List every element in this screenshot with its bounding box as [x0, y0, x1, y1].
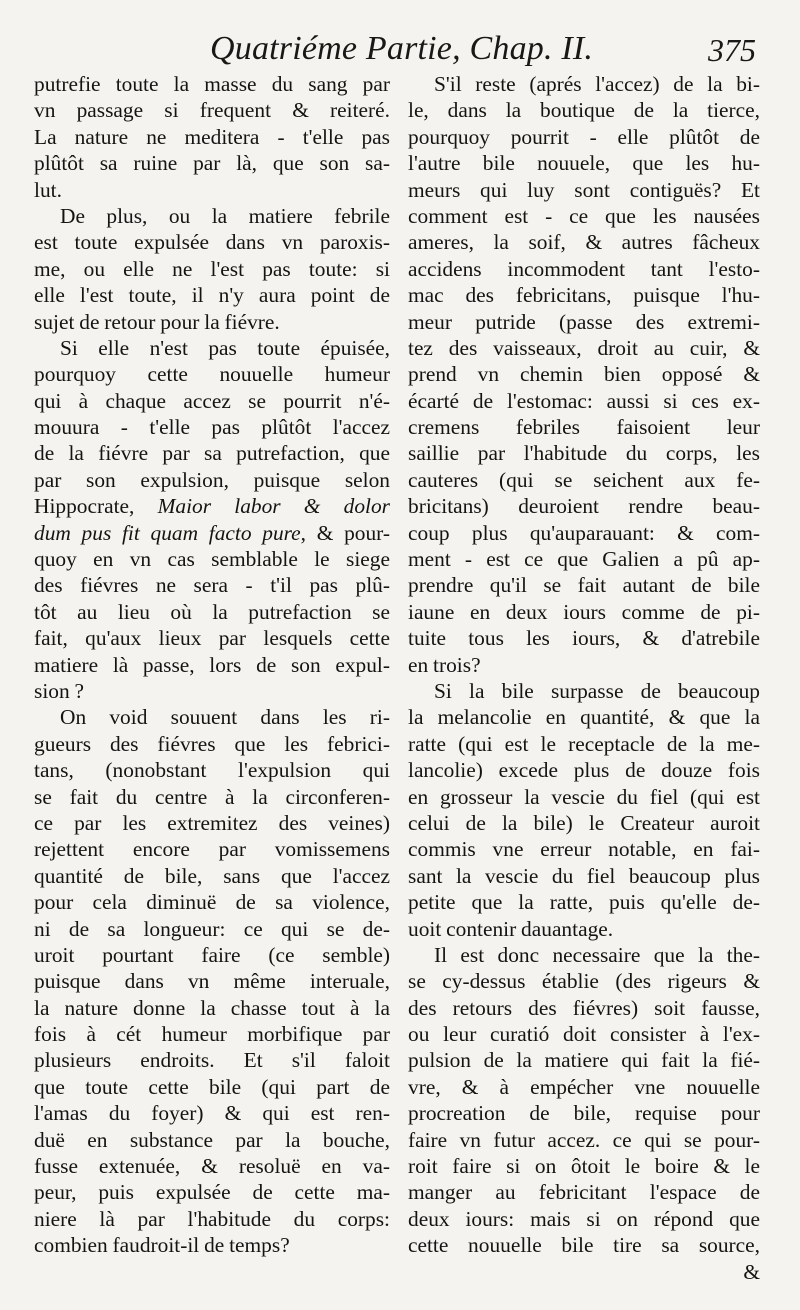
text-line: plûtôt sa ruine par là, que son sa- [34, 151, 390, 176]
text-line: La nature ne meditera - t'elle pas [34, 124, 390, 149]
text-line: rejettent encore par vomissemens [34, 837, 390, 862]
text-line: tez des vaisseaux, droit au cuir, & [408, 335, 760, 360]
text-line: matiere là passe, lors de son expul- [34, 652, 390, 677]
running-head: Quatriéme Partie, Chap. II. [210, 30, 594, 67]
text-line: prendre qu'il se fait autant de bile [408, 573, 760, 598]
text-line: petite que la ratte, puis qu'elle de- [408, 890, 760, 915]
text-line: pour cela diminuë de sa violence, [34, 890, 390, 915]
text-line: roit faire si on ôtoit le boire & le [408, 1154, 760, 1179]
text-line: combien faudroit-il de temps? [34, 1233, 290, 1258]
text-line: deux iours: mais si on répond que [408, 1206, 760, 1231]
text-line: meurs qui luy sont contiguës? Et [408, 177, 760, 202]
text-line: cremens febriles faisoient leur [408, 415, 760, 440]
text-line: ce par les extremitez des veines) [34, 810, 390, 835]
text-line: tuite tous les iours, & d'atrebile [408, 626, 760, 651]
text-line: écarté de l'estomac: aussi si ces ex- [408, 388, 760, 413]
text-line: plusieurs endroits. Et s'il faloit [34, 1048, 390, 1073]
text-line: peur, puis expulsée de cette ma- [34, 1180, 390, 1205]
text-line: quoy en vn cas semblable le siege [34, 547, 390, 572]
text-line: quantité de bile, sans que l'accez [34, 863, 390, 888]
text-line: le, dans la boutique de la tierce, [408, 98, 760, 123]
text-line: des fiévres ne sera - t'il pas plû- [34, 573, 390, 598]
text-line: mac des febricitans, puisque l'hu- [408, 283, 760, 308]
text-line: vn passage si frequent & reiteré. [34, 98, 390, 123]
text-line: fusse extenuée, & resoluë en va- [34, 1154, 390, 1179]
text-line: se fait du centre à la circonferen- [34, 784, 390, 809]
text-line: dum pus fit quam facto pure, & pour- [34, 520, 390, 545]
text-line: ment - est ce que Galien a pû ap- [408, 547, 760, 572]
text-line: celui de la bile) le Createur auroit [408, 810, 760, 835]
text-line: vre, & à empécher vne nouuelle [408, 1074, 760, 1099]
text-line: ni de sa longueur: ce qui se de- [34, 916, 390, 941]
text-line: pulsion de la matiere qui fait la fié- [408, 1048, 760, 1073]
right-text-column [408, 71, 760, 1285]
text-line: procreation de bile, requise pour [408, 1101, 760, 1126]
page-number: 375 [708, 32, 756, 68]
text-line: puisque dans vn même interuale, [34, 969, 390, 994]
text-line: par son expulsion, puisque selon [34, 467, 390, 492]
text-line: fait, qu'aux lieux par lesquels cette [34, 626, 390, 651]
text-line: des retours des fiévres) soit fausse, [408, 995, 760, 1020]
text-line: pourquoy pourrit - elle plûtôt de [408, 124, 760, 149]
text-line: gueurs des fiévres que les febrici- [34, 731, 390, 756]
text-line: S'il reste (aprés l'accez) de la bi- [434, 72, 760, 96]
text-line: fois à cét humeur morbifique par [34, 1022, 390, 1047]
text-line: prend vn chemin bien opposé & [408, 362, 760, 387]
text-line: saillie par l'habitude du corps, les [408, 441, 760, 466]
text-line: l'autre bile nouuele, que les hu- [408, 151, 760, 176]
text-line: Il est donc necessaire que la the- [434, 942, 760, 967]
text-line: faire vn futur accez. ce qui se pour- [408, 1127, 760, 1152]
text-line: lut. [34, 177, 62, 202]
text-line: niere là par l'habitude du corps: [34, 1206, 390, 1231]
text-line: Hippocrate, Maior labor & dolor [34, 494, 390, 519]
text-line: bricitans) deuroient rendre beau- [408, 494, 760, 519]
text-line: pourquoy cette nouuelle humeur [34, 362, 390, 387]
text-line: accidens incommodent tant l'esto- [408, 256, 760, 281]
text-line: en trois? [408, 652, 481, 677]
text-line: putrefie toute la masse du sang par [34, 72, 390, 96]
text-line: ameres, la soif, & autres fâcheux [408, 230, 760, 255]
text-line: uroit pourtant faire (ce semble) [34, 942, 390, 967]
text-line: cauteres (qui se seichent aux fe- [408, 467, 760, 492]
text-line: commis vne erreur notable, en fai- [408, 837, 760, 862]
left-text-column [34, 71, 390, 1259]
text-line: en grosseur la vescie du fiel (qui est [408, 784, 760, 809]
text-line: On void souuent dans les ri- [60, 705, 390, 730]
text-line: coup plus qu'auparauant: & com- [408, 520, 760, 545]
text-line: tôt au lieu où la putrefaction se [34, 599, 390, 624]
text-line: est toute expulsée dans vn paroxis- [34, 230, 390, 255]
text-line: Si elle n'est pas toute épuisée, [60, 335, 390, 360]
text-line: qui à chaque accez se pourrit n'é- [34, 388, 390, 413]
text-line: la nature donne la chasse tout à la [34, 995, 390, 1020]
text-line: se cy-dessus établie (des rigeurs & [408, 969, 760, 994]
text-line: ratte (qui est le receptacle de la me- [408, 731, 760, 756]
text-line: comment est - ce que les nausées [408, 203, 760, 228]
text-line: mouura - t'elle pas plûtôt l'accez [34, 415, 390, 440]
text-line: duë en substance par la bouche, [34, 1127, 390, 1152]
text-line: De plus, ou la matiere febrile [60, 203, 390, 228]
text-line: meur putride (passe des extremi- [408, 309, 760, 334]
text-line: Si la bile surpasse de beaucoup [434, 678, 760, 703]
text-line: iaune en deux iours comme de pi- [408, 599, 760, 624]
text-line: que toute cette bile (qui part de [34, 1074, 390, 1099]
text-line: sion ? [34, 678, 84, 703]
text-line: l'amas du foyer) & qui est ren- [34, 1101, 390, 1126]
text-line: cette nouuelle bile tire sa source, [408, 1233, 760, 1258]
text-line: la melancolie en quantité, & que la [408, 705, 760, 730]
text-line: sant la vescie du fiel beaucoup plus [408, 863, 760, 888]
text-line: de la fiévre par sa putrefaction, que [34, 441, 390, 466]
text-line: uoit contenir dauantage. [408, 916, 614, 941]
text-line: me, ou elle ne l'est pas toute: si [34, 256, 390, 281]
text-line: manger au febricitant l'espace de [408, 1180, 760, 1205]
text-line: & [743, 1259, 760, 1284]
text-line: sujet de retour pour la fiévre. [34, 309, 280, 334]
text-line: tans, (nonobstant l'expulsion qui [34, 758, 390, 783]
text-line: lancolie) excede plus de douze fois [408, 758, 760, 783]
text-line: ou leur curatió doit consister à l'ex- [408, 1022, 760, 1047]
text-line: elle l'est toute, il n'y aura point de [34, 283, 390, 308]
